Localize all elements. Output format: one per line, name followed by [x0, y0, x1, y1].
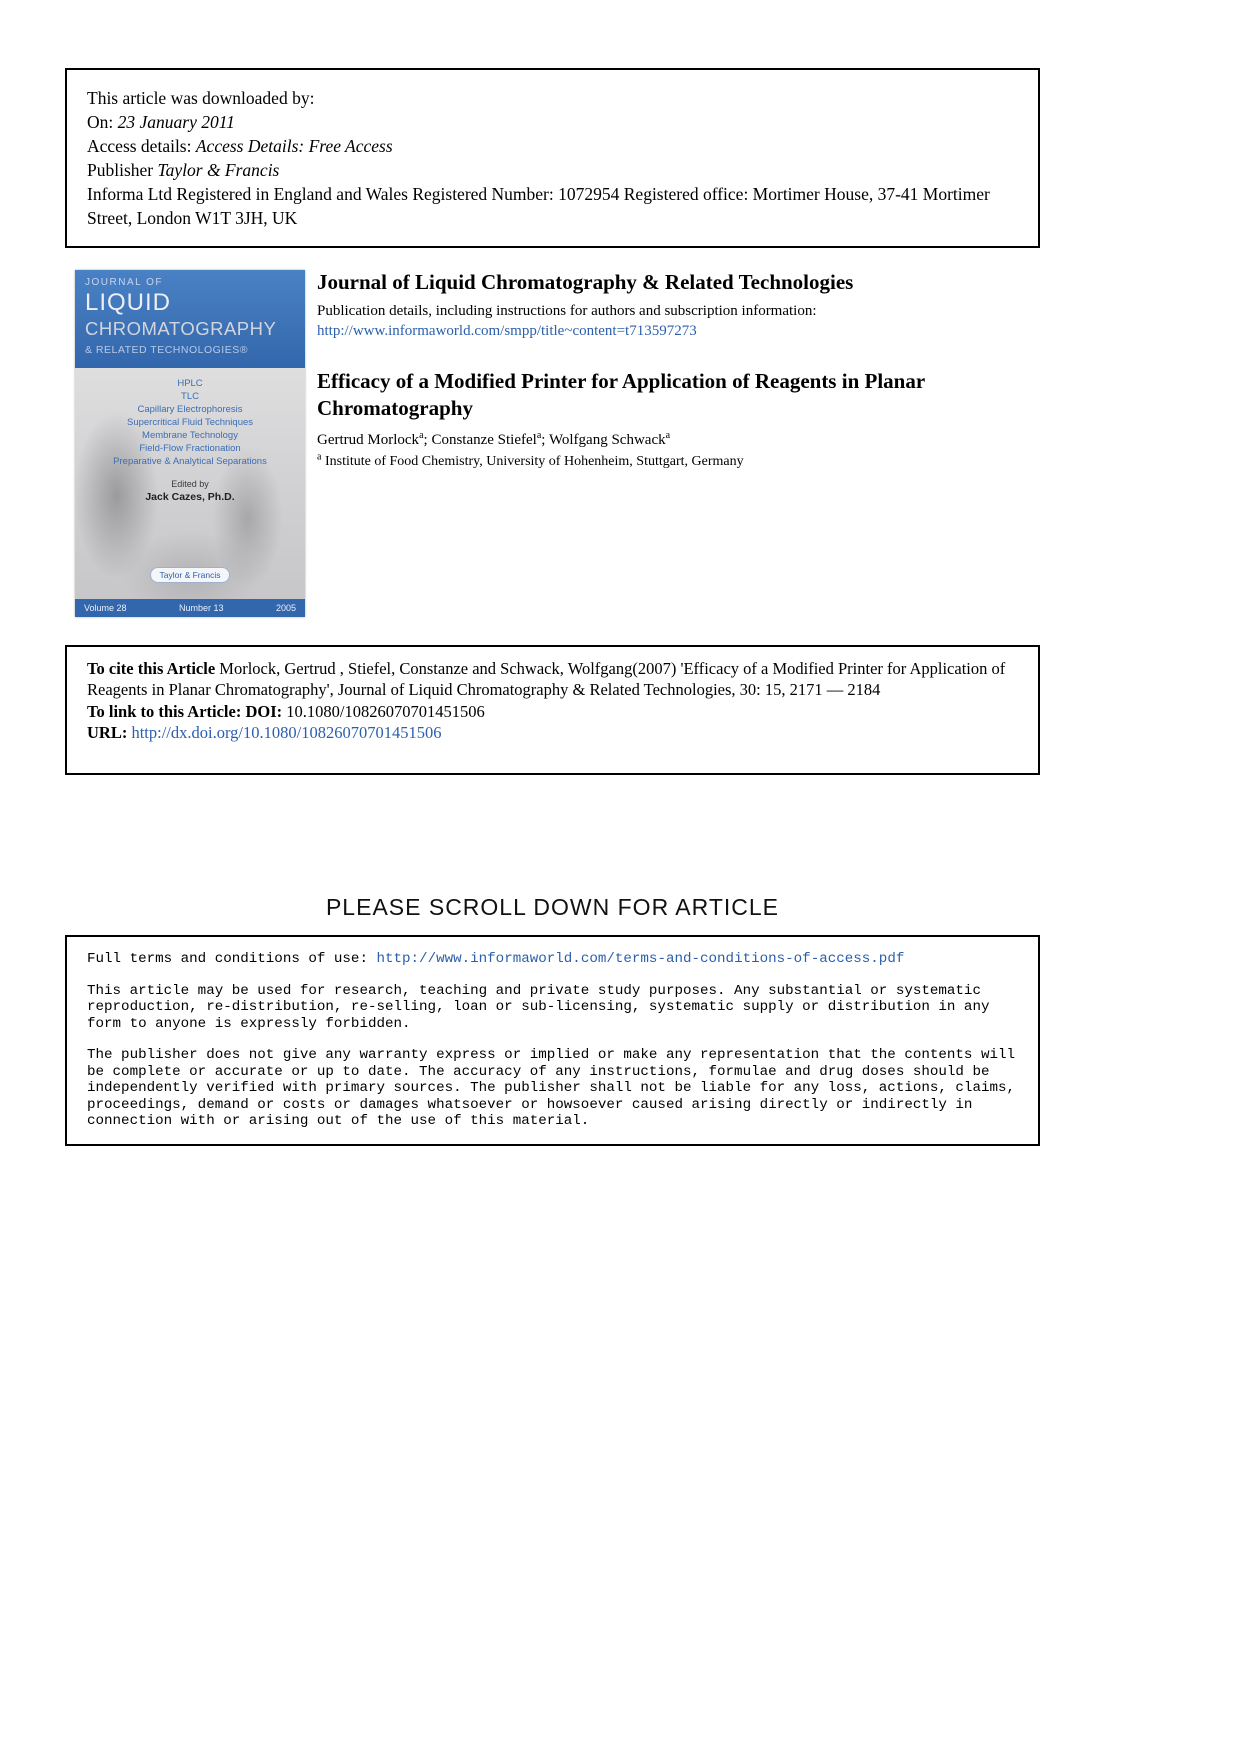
cover-topic: HPLC — [177, 378, 203, 389]
cover-topic: Supercritical Fluid Techniques — [126, 417, 254, 428]
affiliation-line — [317, 451, 1032, 470]
terms-and-conditions-link[interactable]: http://www.informaworld.com/terms-and-conditions-of-access.pdf — [376, 951, 905, 967]
doi-url-link[interactable]: http://dx.doi.org/10.1080/10826070701451506 — [131, 722, 442, 742]
cite-label: To cite this Article — [87, 659, 216, 678]
author-name: Wolfgang Schwack — [548, 432, 666, 448]
cover-edited-by-label: Edited by — [171, 479, 209, 489]
download-date-line — [87, 110, 1018, 134]
doi-line — [87, 702, 1018, 723]
author-name: Gertrud Morlock — [317, 432, 420, 448]
publication-details: Publication details, including instructions for authors and subscription information: — [317, 303, 817, 319]
publisher-name: Taylor & Francis — [157, 160, 280, 180]
registration-line: Informa Ltd Registered in England and Wales Registered Number: 1072954 Registered office: Mortimer House, 37-41 Mortimer Street, London W1T 3JH, UK — [87, 184, 990, 228]
terms-paragraph-warranty: The publisher does not give any warranty express or implied or make any representation that the contents will be complete or accurate or up to date. The accuracy of any instructions, formulae and drug doses should be independently verified with primary sources. The publisher shall not be liable for any loss, actions, claims, proceedings, demand or costs or damages whatsoever or howsoever caused arising directly or indirectly in connection with or arising out of the use of this material. — [87, 1047, 1016, 1129]
cover-editor-name: Jack Cazes, Ph.D. — [145, 491, 235, 503]
article-title: Efficacy of a Modified Printer for Application of Reagents in Planar Chromatography — [317, 369, 925, 420]
affiliation-text: Institute of Food Chemistry, University of Hohenheim, Stuttgart, Germany — [321, 454, 744, 469]
download-date: 23 January 2011 — [117, 112, 235, 132]
terms-paragraph-usage: This article may be used for research, teaching and private study purposes. Any substantial or systematic reproduction, re-distribution, re-selling, loan or sub-licensing, systematic supply or distribution in any form to anyone is expressly forbidden. — [87, 982, 990, 1032]
cover-kicker: JOURNAL OF — [85, 277, 163, 288]
cover-subtitle: & RELATED TECHNOLOGIES® — [85, 344, 248, 356]
citation-box — [65, 645, 1040, 775]
affiliation-mark: a — [317, 451, 322, 463]
cover-topic: Preparative & Analytical Separations — [113, 456, 267, 467]
cover-body — [75, 368, 305, 599]
authors-line — [317, 432, 1032, 449]
cite-line — [87, 659, 1018, 700]
article-header — [75, 270, 1040, 617]
cover-topic: Membrane Technology — [142, 430, 238, 441]
cite-text: Morlock, Gertrud , Stiefel, Constanze and Schwack, Wolfgang(2007) 'Efficacy of a Modified Printer for Application of Reagents in Planar Chromatography', Journal of Liquid Chromatography & Related Technologies, 30: 15, 2171 — 2184 — [87, 659, 1006, 699]
author-affiliation-mark: a — [536, 430, 542, 441]
access-details-line — [87, 134, 1018, 158]
author-affiliation-mark: a — [419, 430, 424, 441]
cover-number: Number 13 — [178, 603, 224, 613]
on-label: On: — [87, 112, 118, 132]
journal-cover-image — [75, 270, 305, 617]
terms-box — [65, 935, 1040, 1146]
article-header-info — [317, 270, 1032, 617]
author-affiliation-mark: a — [665, 430, 671, 441]
cover-volume: Volume 28 — [84, 603, 127, 613]
taylor-francis-logo: Taylor & Francis — [150, 567, 231, 583]
cover-masthead — [75, 270, 305, 368]
author-separator: ; — [541, 432, 549, 448]
journal-title: Journal of Liquid Chromatography & Related Technologies — [317, 270, 854, 294]
cover-title-line1: LIQUID — [85, 289, 172, 316]
publisher-label: Publisher — [87, 160, 158, 180]
cover-year: 2005 — [275, 603, 296, 613]
cover-topic: TLC — [181, 391, 199, 402]
scroll-notice: PLEASE SCROLL DOWN FOR ARTICLE — [325, 894, 780, 920]
url-label: URL: — [87, 722, 132, 742]
cover-topic: Field-Flow Fractionation — [139, 443, 241, 454]
cover-topic: Capillary Electrophoresis — [137, 404, 243, 415]
downloaded-by-line: This article was downloaded by: — [87, 88, 315, 108]
doi-value: 10.1080/10826070701451506 — [282, 702, 485, 721]
download-info-box — [65, 68, 1040, 248]
access-label: Access details: — [87, 136, 196, 156]
cover-footer — [75, 599, 305, 617]
full-terms-label: Full terms and conditions of use: — [87, 951, 377, 967]
author-name: Constanze Stiefel — [431, 432, 537, 448]
journal-homepage-link[interactable]: http://www.informaworld.com/smpp/title~content=t713597273 — [317, 323, 697, 339]
doi-label: To link to this Article: DOI: — [87, 702, 283, 721]
full-terms-line — [87, 951, 1018, 968]
url-line — [87, 723, 1018, 744]
access-value: Access Details: Free Access — [195, 136, 393, 156]
publisher-line — [87, 158, 1018, 182]
author-separator: ; — [423, 432, 432, 448]
cover-title-line2: CHROMATOGRAPHY — [85, 318, 277, 339]
